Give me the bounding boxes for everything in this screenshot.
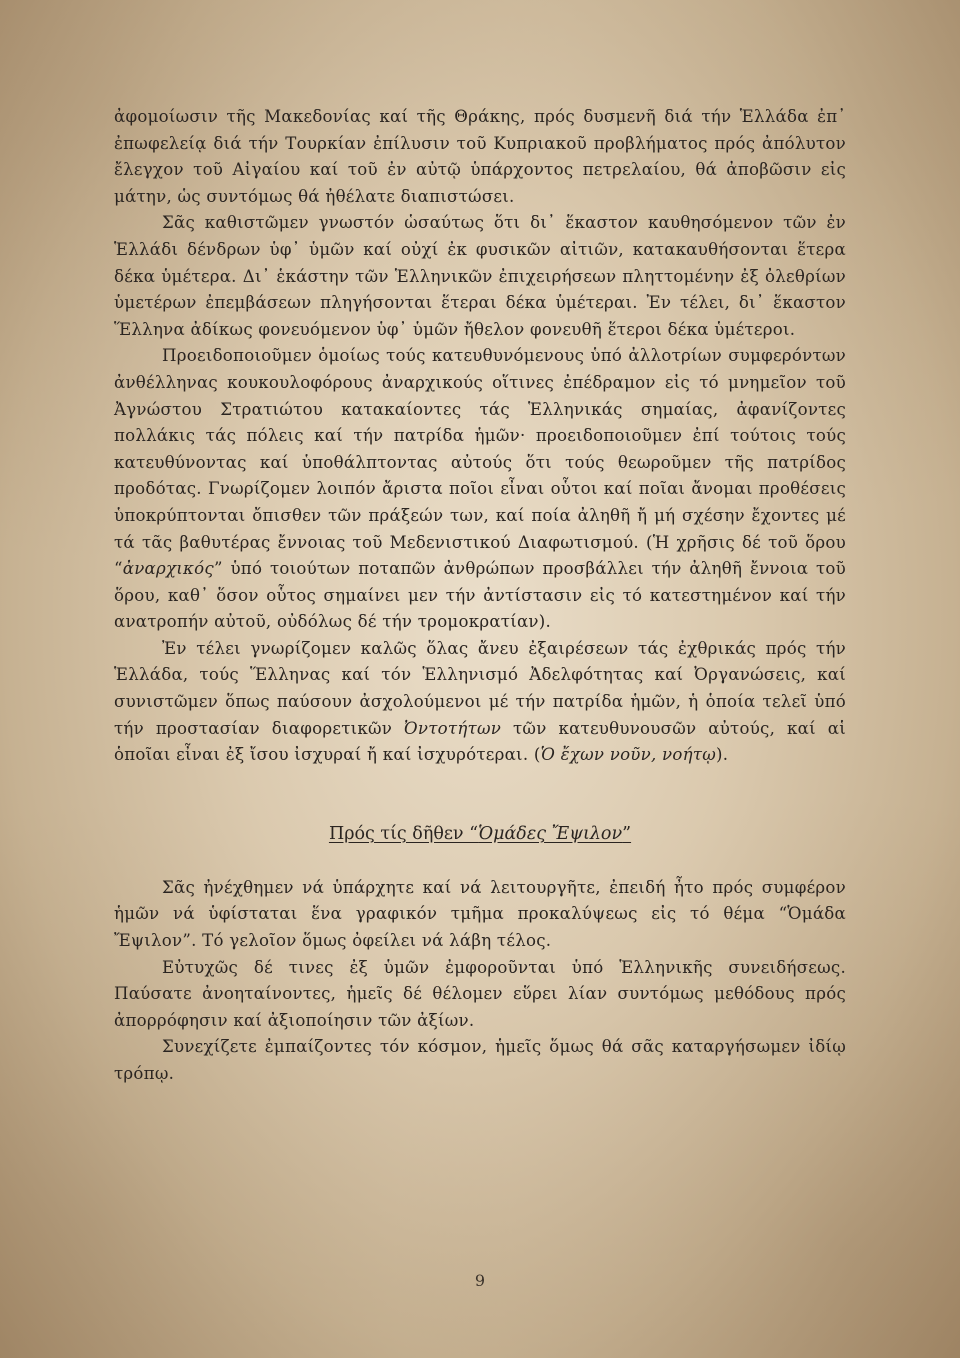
section-spacer	[114, 769, 846, 821]
document-body	[114, 104, 846, 1088]
paragraph-4-text-c: ).	[716, 745, 729, 765]
paragraph-4-emphasis-1: Ὀντοτήτων	[404, 718, 502, 738]
paragraph-7: Συνεχίζετε ἐμπαίζοντες τόν κόσμον, ἡμεῖς ὅμως θά σᾶς καταργήσωμεν ἰδίῳ τρόπῳ.	[114, 1037, 846, 1083]
paragraph-4	[114, 636, 846, 769]
paragraph-3-text-b: ” ὑπό τοιούτων ποταπῶν ἀνθρώπων προσβάλλει τήν ἀληθῆ ἔννοια τοῦ ὅρου, καθ᾿ ὅσον οὗτος σημαίνει μεν τήν ἀντίστασιν εἰς τό κατεστημένον καί τήν ανατροπήν αὐτοῦ, οὐδόλως δέ τήν τρομοκρατίαν).	[114, 559, 846, 632]
paragraph-1: ἀφομοίωσιν τῆς Μακεδονίας καί τῆς Θράκης, πρός δυσμενῆ διά τήν Ἑλλάδα ἐπ᾿ ἐπωφελείᾳ διά τήν Τουρκίαν ἐπίλυσιν τοῦ Κυπριακοῦ προβλήματος πρός ἀπόλυτον ἔλεγχον τοῦ Αἰγαίου καί τοῦ ἐν αὐτῷ ὑπάρχοντος πετρελαίου, θά ἀποβῶσιν εἰς μάτην, ὡς συντόμως θά ἠθέλατε διαπιστώσει.	[114, 107, 846, 206]
section-heading-text-a: Πρός τίς δῆθεν “	[328, 823, 479, 844]
paragraph-5: Σᾶς ἠνέχθημεν νά ὑπάρχητε καί νά λειτουργῆτε, ἐπειδή ἦτο πρός συμφέρον ἡμῶν νά ὑφίσταται ἕνα γραφικόν τμῆμα προκαλύψεως εἰς τό θέμα “Ὁμάδα Ἔψιλον”. Τό γελοῖον ὅμως ὀφείλει νά λάβη τέλος.	[114, 877, 846, 951]
section-heading	[114, 821, 846, 847]
page-number: 9	[474, 1271, 486, 1290]
paragraph-6: Εὐτυχῶς δέ τινες ἐξ ὑμῶν ἐμφοροῦνται ὑπό Ἑλληνικῆς συνειδήσεως. Παύσατε ἀνοηταίνοντες, ἡμεῖς δέ θέλομεν εὕρει λίαν συντόμως μεθόδους πρός ἀπορρόφησιν καί ἀξιοποίησιν τῶν ἀξίων.	[114, 957, 846, 1030]
paragraph-2: Σᾶς καθιστῶμεν γνωστόν ὡσαύτως ὅτι δι᾿ ἕκαστον καυθησόμενον τῶν ἐν Ἑλλάδι δένδρων ὑφ᾿ ὑμῶν καί οὐχί ἐκ φυσικῶν αἰτιῶν, κατακαυθήσονται ἕτερα δέκα ὑμέτερα. Δι᾿ ἑκάστην τῶν Ἑλληνικῶν ἐπιχειρήσεων πληττομένην ἐξ ὀλεθρίων ὑμετέρων ἐπεμβάσεων πληγήσονται ἕτεραι δέκα ὑμέτεραι. Ἐν τέλει, δι᾿ ἕκαστον Ἕλληνα ἀδίκως φονευόμενον ὑφ᾿ ὑμῶν ἤθελον φονευθῆ ἕτεροι δέκα ὑμέτεροι.	[114, 213, 846, 339]
paragraph-3	[114, 343, 846, 636]
paragraph-3-text-a: Προειδοποιοῦμεν ὁμοίως τούς κατευθυνόμενους ὑπό ἀλλοτρίων συμφερόντων ἀνθέλληνας κουκουλοφόρους ἀναρχικούς οἵτινες ἐπέδραμον εἰς τό μνημεῖον τοῦ Ἀγνώστου Στρατιώτου κατακαίοντες τάς Ἑλληνικάς σημαίας, ἀφανίζοντες πολλάκις τάς πόλεις καί τήν πατρίδα ἡμῶν· προειδοποιοῦμεν ἐπί τούτοις τούς κατευθύνοντας καί ὑποθάλπτοντας αὐτούς ὅτι τούς θεωροῦμεν τῆς πατρίδος προδότας. Γνωρίζομεν λοιπόν ἄριστα ποῖοι εἶναι οὗτοι καί ποῖαι ἄνομαι προθέσεις ὑποκρύπτονται ὄπισθεν τῶν πράξεών των, καί ποία ἀληθῆ ἤ μή σχέσην ἔχοντες μέ τά τᾶς βαθυτέρας ἔννοιας τοῦ Μεδενιστικού Διαφωτισμού. (Ἡ χρῆσις δέ τοῦ ὅρου “	[114, 346, 846, 579]
section-heading-emphasis: Ὁμάδες Ἔψιλον	[478, 823, 623, 844]
paragraph-4-text-a: Ἐν τέλει γνωρίζομεν καλῶς ὅλας ἄνευ ἐξαιρέσεων τάς ἐχθρικάς πρός τήν Ἑλλάδα, τούς Ἕλληνας καί τόν Ἑλληνισμό Ἀδελφότητας καί Ὀργανώσεις, καί συνιστῶμεν ὅπως παύσουν ἀσχολούμενοι μέ τήν πατρίδα ἡμῶν, ἡ ὁποία τελεῖ ὑπό τήν προστασίαν διαφορετικῶν	[114, 638, 846, 738]
paragraph-4-emphasis-2: Ὁ ἔχων νοῦν, νοήτῳ	[540, 745, 717, 765]
paragraph-4-text-b: τῶν κατευθυνουσῶν αὐτούς, καί αἱ ὁποῖαι εἶναι ἐξ ἴσου ἰσχυραί ἤ καί ἰσχυρότεραι. (	[114, 718, 846, 765]
section-heading-text-b: ”	[622, 823, 632, 844]
paragraph-3-emphasis: ἀναρχικός	[122, 559, 214, 579]
